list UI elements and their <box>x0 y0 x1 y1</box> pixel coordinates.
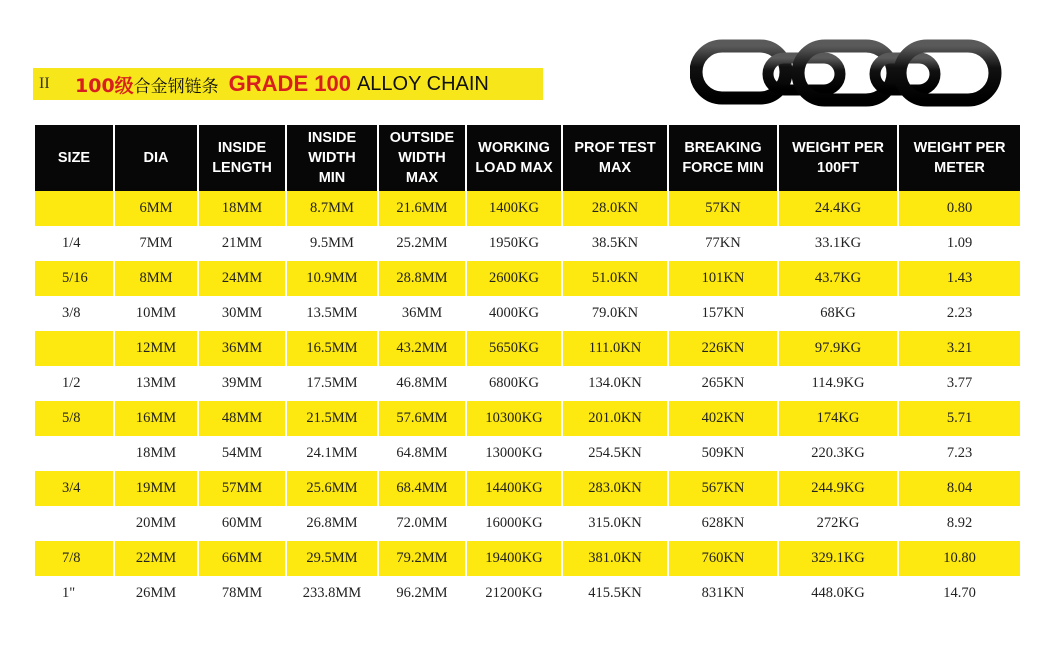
cell-working-load-max: 2600KG <box>467 261 563 296</box>
cell-prof-test-max: 38.5KN <box>563 226 669 261</box>
title-cn-grade: 100级 <box>75 74 134 97</box>
cell-outside-width-max: 64.8MM <box>379 436 467 471</box>
title-grade: GRADE 100 <box>228 71 351 96</box>
cell-outside-width-max: 96.2MM <box>379 576 467 611</box>
cell-size <box>35 506 115 541</box>
cell-weight-per-100ft: 33.1KG <box>779 226 899 261</box>
cell-outside-width-max: 57.6MM <box>379 401 467 436</box>
cell-size: 3/8 <box>35 296 115 331</box>
title-bar <box>33 68 543 100</box>
cell-size <box>35 191 115 226</box>
cell-weight-per-meter: 5.71 <box>899 401 1020 436</box>
cell-inside-length: 60MM <box>199 506 287 541</box>
cell-dia: 7MM <box>115 226 199 261</box>
cell-breaking-force-min: 101KN <box>669 261 779 296</box>
cell-weight-per-100ft: 114.9KG <box>779 366 899 401</box>
cell-weight-per-100ft: 97.9KG <box>779 331 899 366</box>
cell-inside-width-min: 24.1MM <box>287 436 379 471</box>
cell-working-load-max: 16000KG <box>467 506 563 541</box>
cell-prof-test-max: 415.5KN <box>563 576 669 611</box>
cell-inside-width-min: 17.5MM <box>287 366 379 401</box>
table-row <box>35 436 1020 471</box>
cell-outside-width-max: 25.2MM <box>379 226 467 261</box>
cell-breaking-force-min: 226KN <box>669 331 779 366</box>
table-body <box>35 191 1020 611</box>
cell-prof-test-max: 51.0KN <box>563 261 669 296</box>
cell-working-load-max: 4000KG <box>467 296 563 331</box>
table-row <box>35 576 1020 611</box>
cell-inside-length: 30MM <box>199 296 287 331</box>
cell-breaking-force-min: 760KN <box>669 541 779 576</box>
cell-dia: 8MM <box>115 261 199 296</box>
cell-weight-per-100ft: 68KG <box>779 296 899 331</box>
cell-weight-per-100ft: 272KG <box>779 506 899 541</box>
table-row <box>35 191 1020 226</box>
cell-size: 1/2 <box>35 366 115 401</box>
cell-weight-per-meter: 2.23 <box>899 296 1020 331</box>
cell-working-load-max: 19400KG <box>467 541 563 576</box>
cell-size: 3/4 <box>35 471 115 506</box>
cell-dia: 26MM <box>115 576 199 611</box>
cell-prof-test-max: 28.0KN <box>563 191 669 226</box>
cell-weight-per-100ft: 448.0KG <box>779 576 899 611</box>
cell-outside-width-max: 28.8MM <box>379 261 467 296</box>
cell-size <box>35 331 115 366</box>
cell-dia: 13MM <box>115 366 199 401</box>
header-weight-per-meter: WEIGHT PER METER <box>899 125 1020 191</box>
cell-inside-width-min: 10.9MM <box>287 261 379 296</box>
cell-outside-width-max: 36MM <box>379 296 467 331</box>
cell-outside-width-max: 79.2MM <box>379 541 467 576</box>
cell-working-load-max: 13000KG <box>467 436 563 471</box>
cell-inside-width-min: 25.6MM <box>287 471 379 506</box>
header-size: SIZE <box>35 125 115 191</box>
cell-inside-width-min: 16.5MM <box>287 331 379 366</box>
cell-inside-width-min: 233.8MM <box>287 576 379 611</box>
table-row <box>35 541 1020 576</box>
cell-prof-test-max: 315.0KN <box>563 506 669 541</box>
cell-size: 1" <box>35 576 115 611</box>
cell-breaking-force-min: 77KN <box>669 226 779 261</box>
cell-inside-length: 36MM <box>199 331 287 366</box>
cell-inside-length: 39MM <box>199 366 287 401</box>
cell-weight-per-meter: 1.43 <box>899 261 1020 296</box>
cell-weight-per-100ft: 43.7KG <box>779 261 899 296</box>
cell-inside-length: 21MM <box>199 226 287 261</box>
cell-outside-width-max: 21.6MM <box>379 191 467 226</box>
cell-inside-width-min: 8.7MM <box>287 191 379 226</box>
cell-breaking-force-min: 831KN <box>669 576 779 611</box>
cell-prof-test-max: 134.0KN <box>563 366 669 401</box>
header-prof-test-max: PROF TEST MAX <box>563 125 669 191</box>
cell-weight-per-meter: 8.92 <box>899 506 1020 541</box>
cell-weight-per-meter: 7.23 <box>899 436 1020 471</box>
cell-outside-width-max: 43.2MM <box>379 331 467 366</box>
cell-inside-length: 18MM <box>199 191 287 226</box>
cell-prof-test-max: 201.0KN <box>563 401 669 436</box>
table-row <box>35 296 1020 331</box>
header-outside-width-max: OUTSIDE WIDTH MAX <box>379 125 467 191</box>
cell-weight-per-meter: 10.80 <box>899 541 1020 576</box>
cell-breaking-force-min: 628KN <box>669 506 779 541</box>
cell-prof-test-max: 254.5KN <box>563 436 669 471</box>
title-alloy-chain: ALLOY CHAIN <box>356 72 489 95</box>
cell-size: 5/8 <box>35 401 115 436</box>
table-row <box>35 401 1020 436</box>
cell-working-load-max: 5650KG <box>467 331 563 366</box>
cell-dia: 22MM <box>115 541 199 576</box>
chain-links-icon <box>690 38 1010 108</box>
header-weight-per-100ft: WEIGHT PER 100FT <box>779 125 899 191</box>
cell-size: 1/4 <box>35 226 115 261</box>
header-inside-length: INSIDE LENGTH <box>199 125 287 191</box>
cell-working-load-max: 14400KG <box>467 471 563 506</box>
cell-weight-per-meter: 8.04 <box>899 471 1020 506</box>
cell-weight-per-meter: 3.77 <box>899 366 1020 401</box>
cell-breaking-force-min: 402KN <box>669 401 779 436</box>
cell-size: 5/16 <box>35 261 115 296</box>
cell-inside-width-min: 29.5MM <box>287 541 379 576</box>
cell-outside-width-max: 46.8MM <box>379 366 467 401</box>
cell-dia: 6MM <box>115 191 199 226</box>
cell-prof-test-max: 283.0KN <box>563 471 669 506</box>
cell-inside-length: 57MM <box>199 471 287 506</box>
cell-dia: 19MM <box>115 471 199 506</box>
cell-prof-test-max: 381.0KN <box>563 541 669 576</box>
cell-inside-length: 48MM <box>199 401 287 436</box>
header-breaking-force-min: BREAKING FORCE MIN <box>669 125 779 191</box>
cell-breaking-force-min: 567KN <box>669 471 779 506</box>
cell-weight-per-meter: 14.70 <box>899 576 1020 611</box>
cell-breaking-force-min: 157KN <box>669 296 779 331</box>
cell-working-load-max: 21200KG <box>467 576 563 611</box>
cell-working-load-max: 1950KG <box>467 226 563 261</box>
cell-outside-width-max: 72.0MM <box>379 506 467 541</box>
cell-breaking-force-min: 509KN <box>669 436 779 471</box>
table-header <box>35 125 1020 191</box>
table-row <box>35 506 1020 541</box>
cell-weight-per-meter: 3.21 <box>899 331 1020 366</box>
cell-weight-per-meter: 1.09 <box>899 226 1020 261</box>
title-cn-text: 合金钢链条 <box>133 76 219 97</box>
cell-size <box>35 436 115 471</box>
cell-working-load-max: 1400KG <box>467 191 563 226</box>
cell-breaking-force-min: 57KN <box>669 191 779 226</box>
cell-dia: 12MM <box>115 331 199 366</box>
section-number: II <box>39 75 50 92</box>
header-working-load-max: WORKING LOAD MAX <box>467 125 563 191</box>
cell-dia: 10MM <box>115 296 199 331</box>
cell-weight-per-100ft: 174KG <box>779 401 899 436</box>
table-row <box>35 366 1020 401</box>
cell-inside-length: 66MM <box>199 541 287 576</box>
table-row <box>35 261 1020 296</box>
cell-weight-per-100ft: 244.9KG <box>779 471 899 506</box>
cell-working-load-max: 6800KG <box>467 366 563 401</box>
header-dia: DIA <box>115 125 199 191</box>
cell-weight-per-100ft: 329.1KG <box>779 541 899 576</box>
cell-weight-per-meter: 0.80 <box>899 191 1020 226</box>
cell-prof-test-max: 79.0KN <box>563 296 669 331</box>
cell-size: 7/8 <box>35 541 115 576</box>
cell-dia: 20MM <box>115 506 199 541</box>
cell-inside-width-min: 26.8MM <box>287 506 379 541</box>
cell-dia: 18MM <box>115 436 199 471</box>
header-inside-width-min: INSIDE WIDTH MIN <box>287 125 379 191</box>
cell-inside-width-min: 9.5MM <box>287 226 379 261</box>
table-row <box>35 226 1020 261</box>
table-row <box>35 331 1020 366</box>
cell-weight-per-100ft: 220.3KG <box>779 436 899 471</box>
cell-inside-length: 78MM <box>199 576 287 611</box>
cell-dia: 16MM <box>115 401 199 436</box>
cell-working-load-max: 10300KG <box>467 401 563 436</box>
cell-breaking-force-min: 265KN <box>669 366 779 401</box>
cell-inside-width-min: 21.5MM <box>287 401 379 436</box>
cell-weight-per-100ft: 24.4KG <box>779 191 899 226</box>
cell-inside-width-min: 13.5MM <box>287 296 379 331</box>
cell-outside-width-max: 68.4MM <box>379 471 467 506</box>
table-row <box>35 471 1020 506</box>
cell-prof-test-max: 111.0KN <box>563 331 669 366</box>
cell-inside-length: 54MM <box>199 436 287 471</box>
specification-table <box>35 125 1020 611</box>
cell-inside-length: 24MM <box>199 261 287 296</box>
